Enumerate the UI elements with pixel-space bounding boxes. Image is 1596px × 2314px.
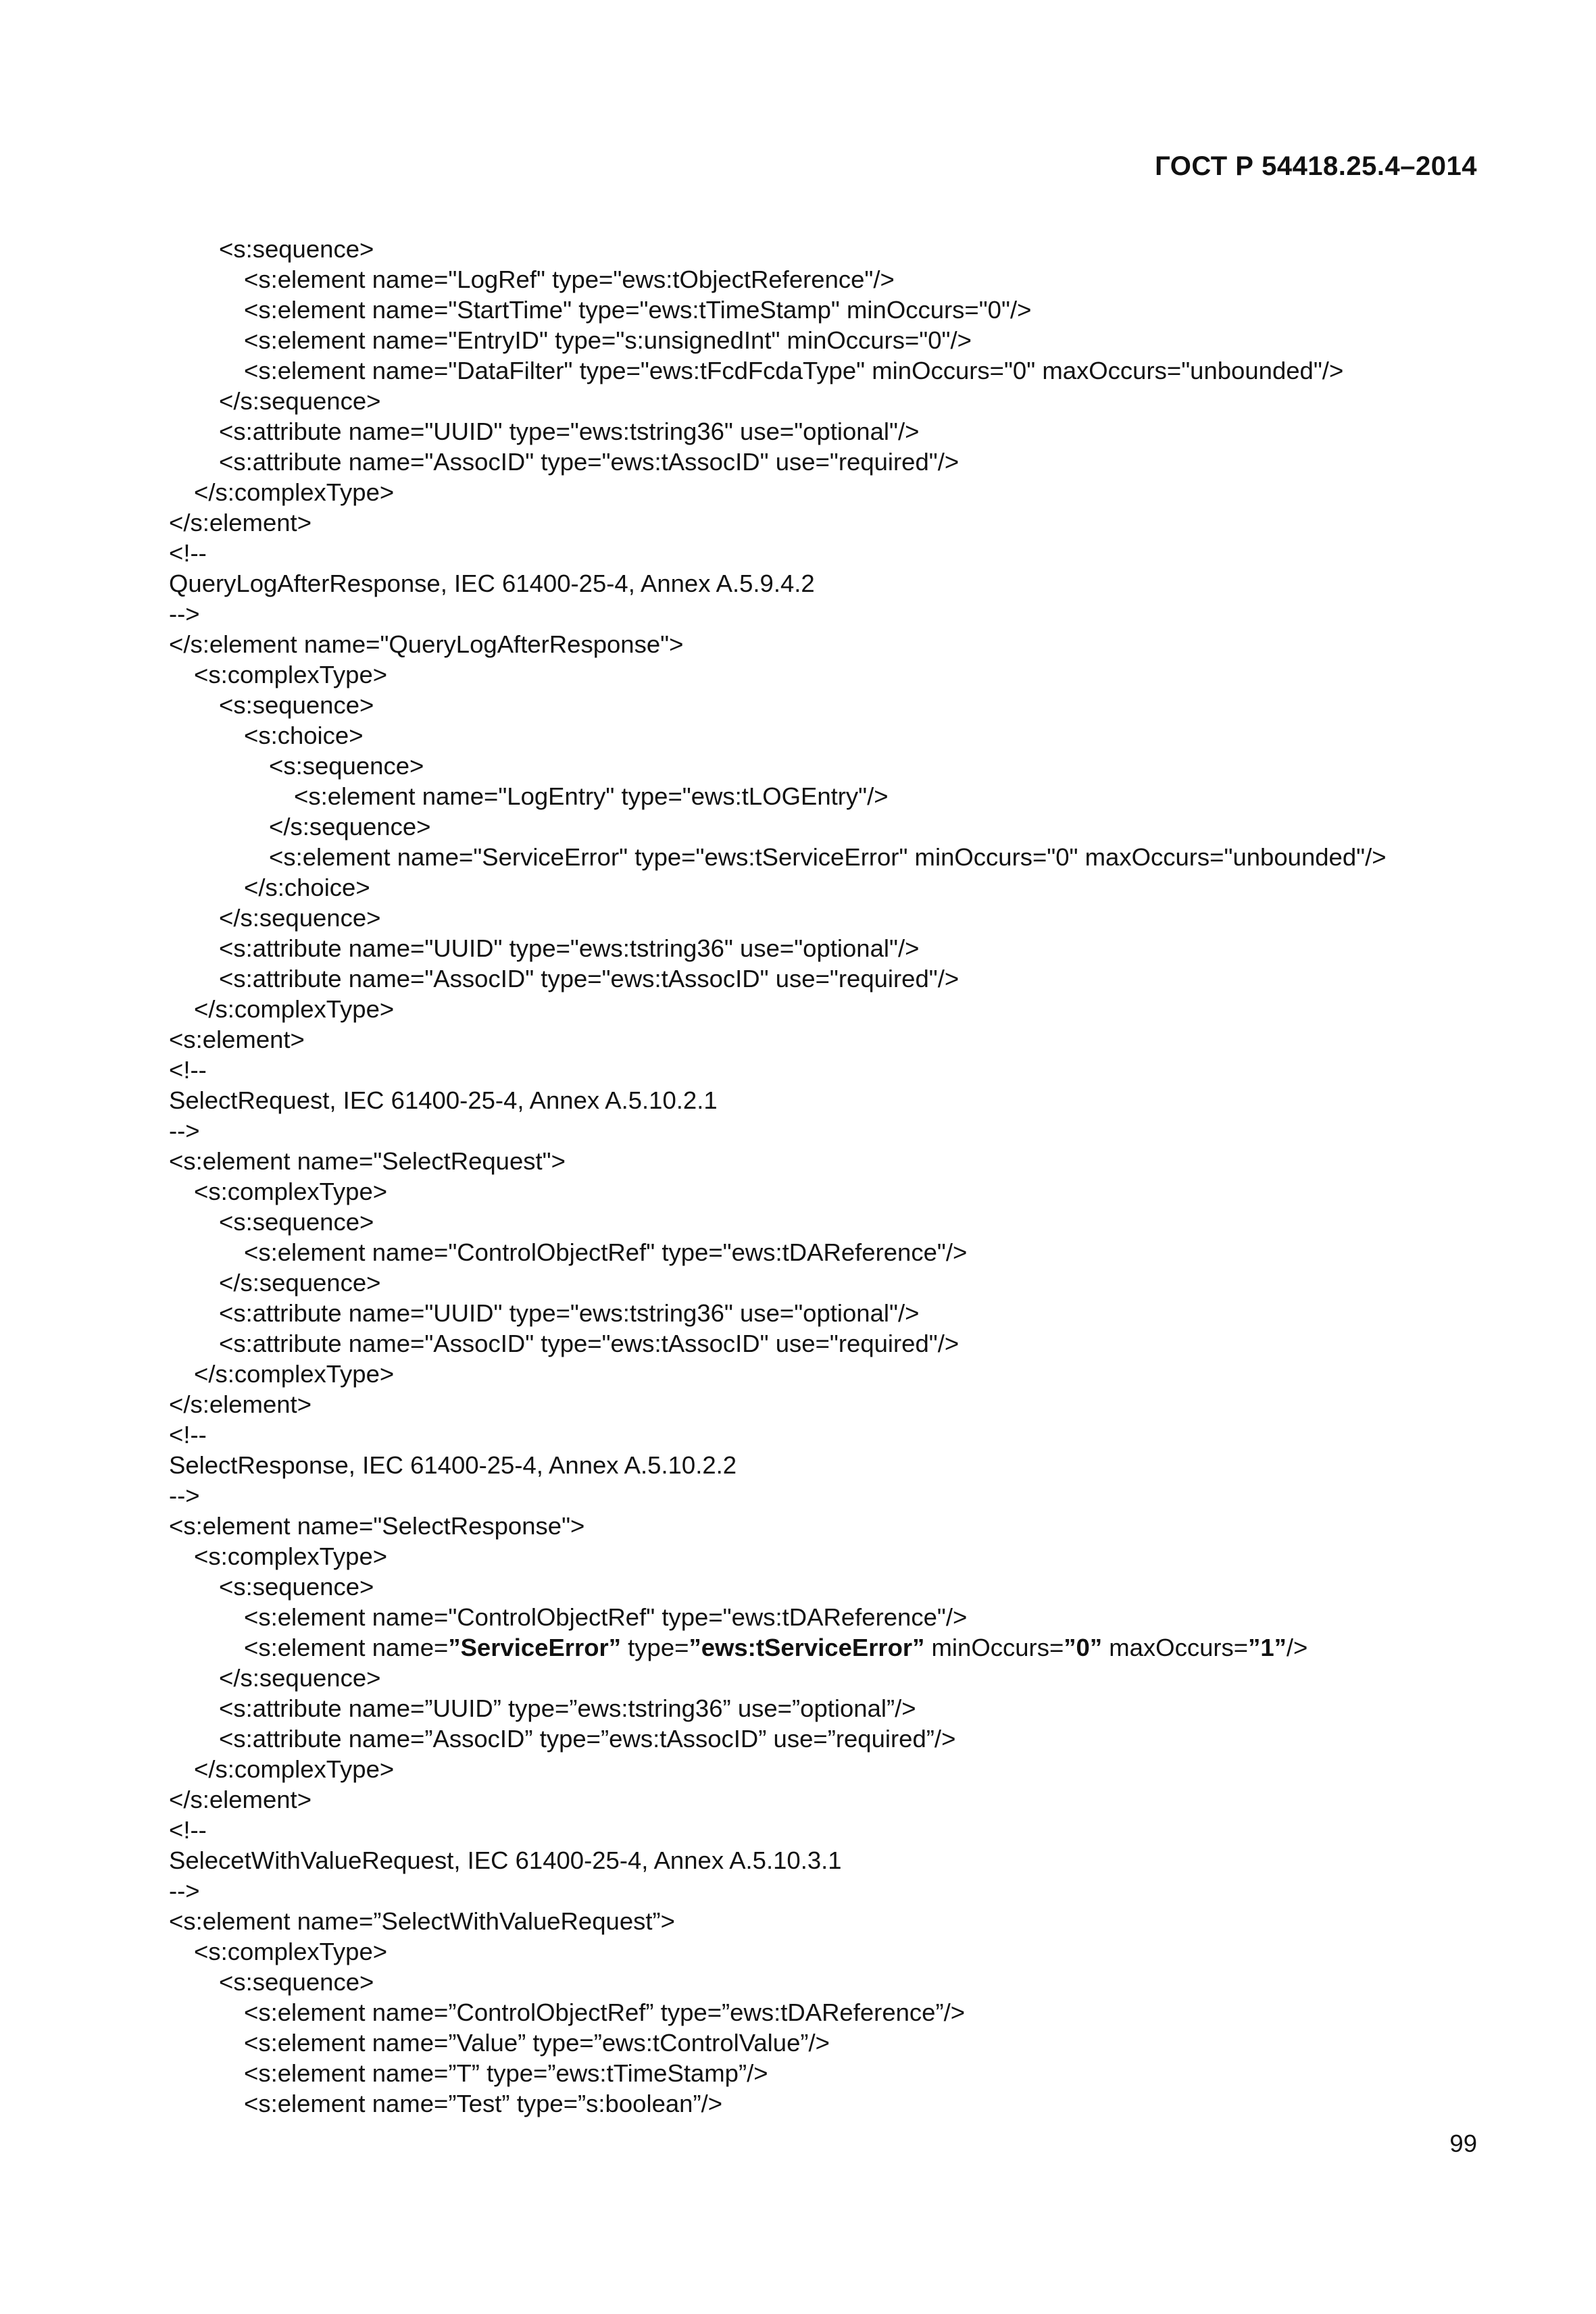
page-number: 99 — [1449, 2130, 1477, 2157]
code-line: </s:sequence> — [269, 813, 431, 840]
xml-code-block — [169, 234, 1387, 2119]
code-line: </s:choice> — [244, 874, 370, 901]
code-line: <s:attribute name="UUID" type="ews:tstring36" use="optional"/> — [219, 1299, 920, 1327]
code-line: <s:element name="DataFilter" type="ews:tFcdFcdaType" minOccurs="0" maxOccurs="unbounded"/> — [244, 357, 1344, 384]
code-bold-segment: ”ews:tServiceError” — [689, 1634, 925, 1661]
code-segment: /> — [1286, 1634, 1308, 1661]
code-line: <s:sequence> — [219, 235, 374, 263]
code-line: <s:attribute name="AssocID" type="ews:tAssocID" use="required"/> — [219, 1330, 959, 1357]
code-line: <s:attribute name="AssocID" type="ews:tAssocID" use="required"/> — [219, 448, 959, 476]
code-line: <s:complexType> — [194, 1178, 388, 1205]
code-line: QueryLogAfterResponse, IEC 61400-25-4, Annex A.5.9.4.2 — [169, 570, 815, 597]
code-line: <s:sequence> — [219, 691, 374, 719]
code-line: </s:sequence> — [219, 1664, 381, 1692]
code-line: </s:sequence> — [219, 904, 381, 932]
code-line: <s:element name="SelectRequest"> — [169, 1147, 566, 1175]
code-line: </s:complexType> — [194, 478, 395, 506]
code-line: <s:element name=”T” type=”ews:tTimeStamp”/> — [244, 2059, 768, 2087]
code-line: <s:element name=”Test” type=”s:boolean”/> — [244, 2090, 723, 2117]
code-line: <!-- — [169, 1056, 207, 1084]
code-line: <s:element name="ControlObjectRef" type="ews:tDAReference"/> — [244, 1238, 968, 1266]
code-line: <s:element name="ControlObjectRef" type="ews:tDAReference"/> — [244, 1603, 968, 1631]
code-line: --> — [169, 600, 200, 628]
code-line: --> — [169, 1482, 200, 1509]
code-line: <s:complexType> — [194, 1542, 388, 1570]
code-line: <s:element name="LogRef" type="ews:tObjectReference"/> — [244, 266, 895, 293]
code-line: <s:element name="EntryID" type="s:unsignedInt" minOccurs="0"/> — [244, 326, 972, 354]
code-line: </s:element name="QueryLogAfterResponse"> — [169, 630, 684, 658]
code-line: <s:element name="StartTime" type="ews:tTimeStamp" minOccurs="0"/> — [244, 296, 1032, 324]
code-line: <s:attribute name="AssocID" type="ews:tAssocID" use="required"/> — [219, 965, 959, 992]
code-line: <s:attribute name=”AssocID” type=”ews:tAssocID” use=”required”/> — [219, 1725, 956, 1753]
code-line: <s:element name=”ControlObjectRef” type=”ews:tDAReference”/> — [244, 1998, 966, 2026]
code-line: <s:sequence> — [219, 1573, 374, 1601]
code-line: <s:complexType> — [194, 661, 388, 688]
code-line: <s:element name="SelectResponse"> — [169, 1512, 585, 1540]
code-line: </s:sequence> — [219, 1269, 381, 1297]
code-line: <!-- — [169, 1816, 207, 1844]
code-line: <s:attribute name="UUID" type="ews:tstring36" use="optional"/> — [219, 418, 920, 445]
code-line: <!-- — [169, 1421, 207, 1449]
code-line: <!-- — [169, 539, 207, 567]
code-line: <s:attribute name=”UUID” type=”ews:tstring36” use=”optional”/> — [219, 1694, 916, 1722]
code-segment: maxOccurs= — [1102, 1634, 1249, 1661]
code-line: <s:element name=”SelectWithValueRequest”> — [169, 1907, 675, 1935]
code-line — [169, 1632, 1387, 1663]
code-line: </s:element> — [169, 1390, 312, 1418]
code-line: </s:complexType> — [194, 1755, 395, 1783]
code-line: <s:element name="ServiceError" type="ews:tServiceError" minOccurs="0" maxOccurs="unbounded"/> — [269, 843, 1387, 871]
code-line: </s:complexType> — [194, 1360, 395, 1388]
code-segment: minOccurs= — [924, 1634, 1064, 1661]
code-line: </s:sequence> — [219, 387, 381, 415]
code-line: <s:element> — [169, 1026, 305, 1053]
code-line: --> — [169, 1877, 200, 1905]
code-line: --> — [169, 1117, 200, 1145]
code-line: <s:element name="LogEntry" type="ews:tLOGEntry"/> — [294, 782, 889, 810]
code-line: <s:attribute name="UUID" type="ews:tstring36" use="optional"/> — [219, 934, 920, 962]
code-line: <s:sequence> — [269, 752, 424, 780]
code-line: <s:complexType> — [194, 1938, 388, 1965]
code-line: <s:element name=”Value” type=”ews:tControlValue”/> — [244, 2029, 830, 2057]
code-line: <s:sequence> — [219, 1968, 374, 1996]
document-header: ГОСТ Р 54418.25.4–2014 — [1155, 151, 1477, 181]
code-line: </s:complexType> — [194, 995, 395, 1023]
code-line: </s:element> — [169, 1786, 312, 1813]
code-bold-segment: ”ServiceError” — [448, 1634, 621, 1661]
code-segment: type= — [620, 1634, 689, 1661]
code-bold-segment: ”0” — [1064, 1634, 1103, 1661]
code-line: <s:choice> — [244, 722, 364, 749]
code-bold-segment: ”1” — [1248, 1634, 1287, 1661]
code-line: SelecetWithValueRequest, IEC 61400-25-4, Annex A.5.10.3.1 — [169, 1846, 842, 1874]
code-line: SelectResponse, IEC 61400-25-4, Annex A.5.10.2.2 — [169, 1451, 737, 1479]
code-line: </s:element> — [169, 509, 312, 536]
code-line: SelectRequest, IEC 61400-25-4, Annex A.5.10.2.1 — [169, 1086, 718, 1114]
code-line: <s:sequence> — [219, 1208, 374, 1236]
code-segment: <s:element name= — [244, 1634, 449, 1661]
